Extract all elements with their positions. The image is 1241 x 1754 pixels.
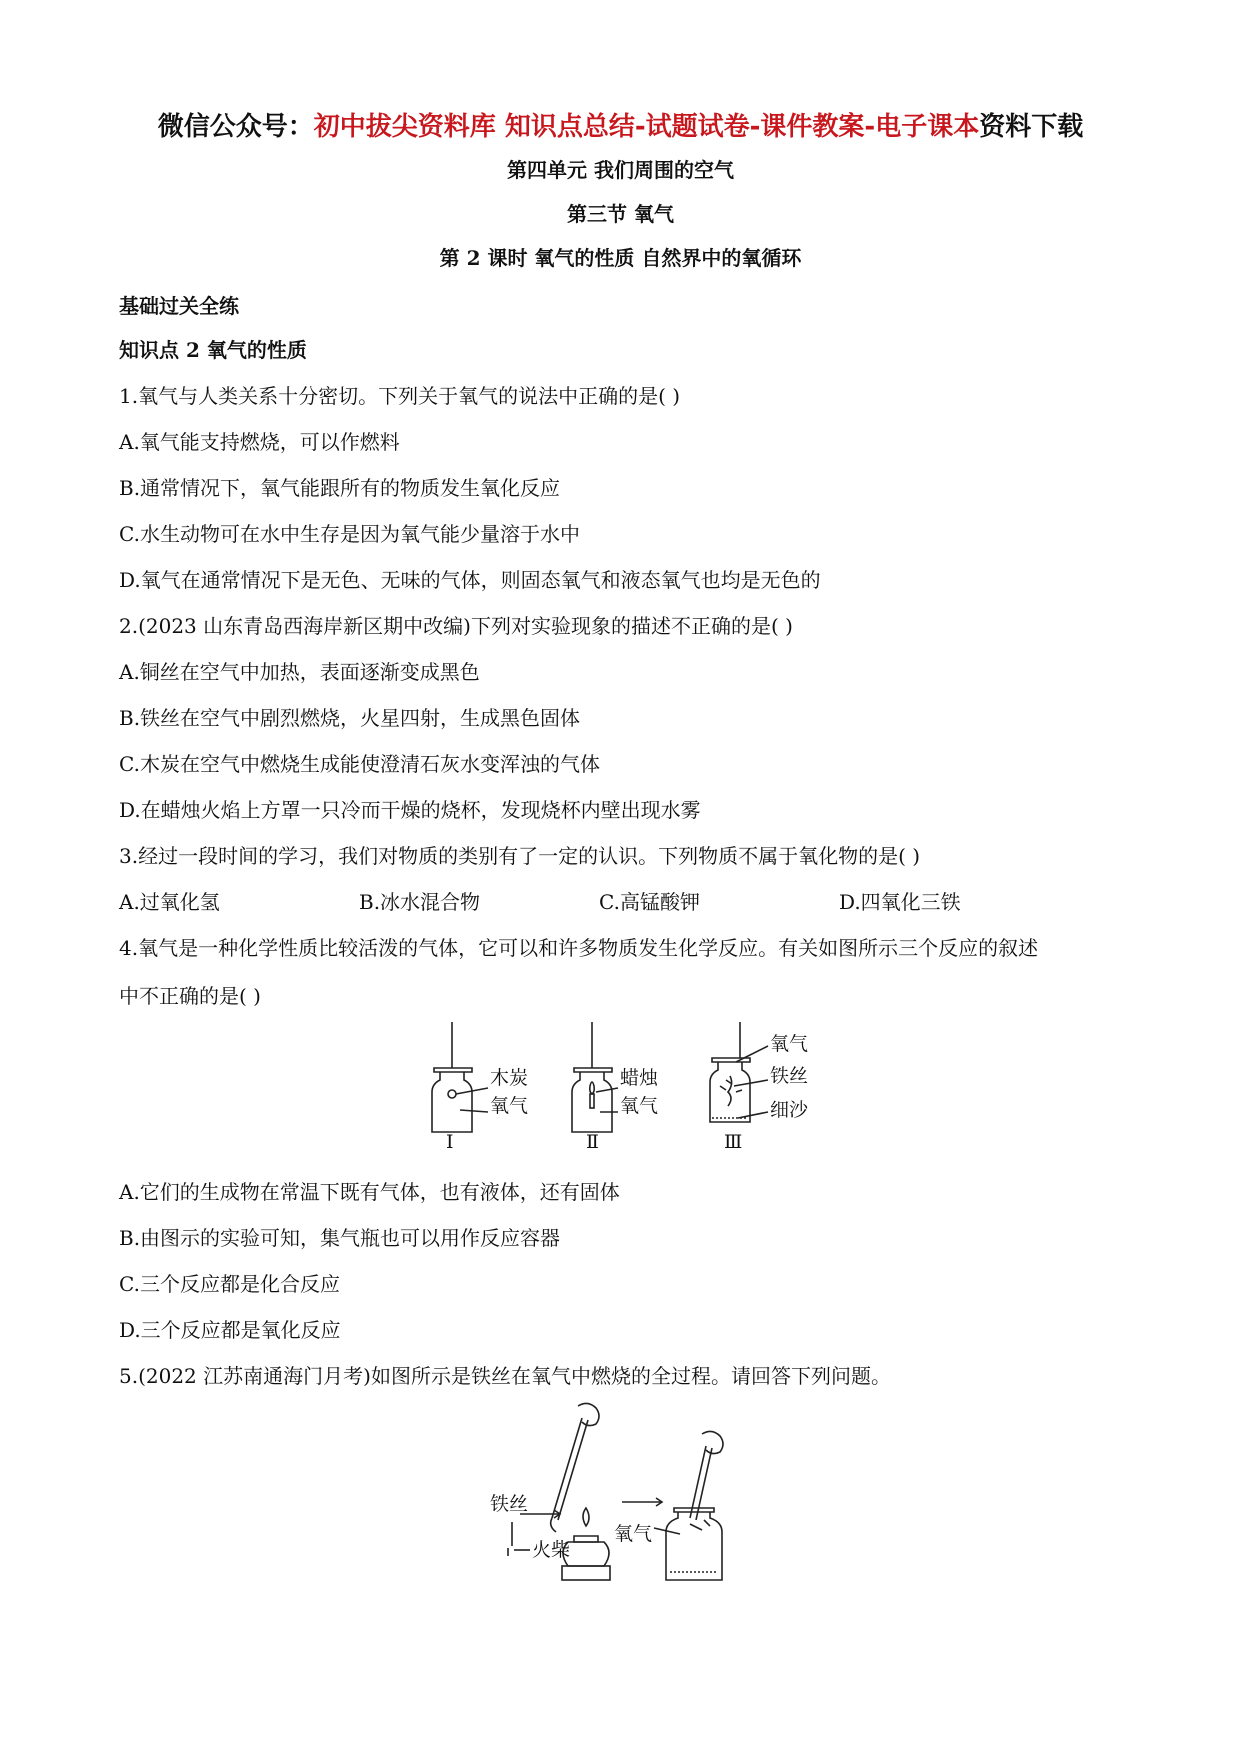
q2-option-d: D.在蜡烛火焰上方罩一只冷而干燥的烧杯，发现烧杯内壁出现水雾 <box>119 798 701 822</box>
q3-stem: 3.经过一段时间的学习，我们对物质的类别有了一定的认识。下列物质不属于氧化物的是( ) <box>119 844 921 868</box>
bottle1-label-oxygen: 氧气 <box>490 1095 529 1117</box>
label-iron-wire: 铁丝 <box>490 1493 529 1515</box>
q1-option-c: C.水生动物可在水中生存是因为氧气能少量溶于水中 <box>119 522 580 546</box>
lesson-title: 第 2 课时 氧气的性质 自然界中的氧循环 <box>439 246 802 270</box>
q5-figure-iron-wire-burning <box>490 1398 750 1588</box>
q2-option-c: C.木炭在空气中燃烧生成能使澄清石灰水变浑浊的气体 <box>119 752 600 776</box>
q3-option-b: B.冰水混合物 <box>359 890 481 914</box>
q4-option-a: A.它们的生成物在常温下既有气体，也有液体，还有固体 <box>119 1180 620 1204</box>
bottle3-label-iron-wire: 铁丝 <box>770 1065 809 1087</box>
q2-stem: 2.(2023 山东青岛西海岸新区期中改编)下列对实验现象的描述不正确的是( ) <box>119 614 793 638</box>
q1-option-a: A.氧气能支持燃烧，可以作燃料 <box>119 430 400 454</box>
q2-option-b: B.铁丝在空气中剧烈燃烧，火星四射，生成黑色固体 <box>119 706 581 730</box>
bottle1-label-charcoal: 木炭 <box>490 1067 529 1089</box>
header-prefix: 微信公众号： <box>157 112 314 142</box>
q3-option-c: C.高锰酸钾 <box>599 890 700 914</box>
q4-figure-three-bottles <box>420 1020 820 1150</box>
section-title: 第三节 氧气 <box>567 202 674 226</box>
knowledge-heading: 知识点 2 氧气的性质 <box>119 338 307 362</box>
bottle3-label-oxygen: 氧气 <box>770 1033 809 1055</box>
q2-option-a: A.铜丝在空气中加热，表面逐渐变成黑色 <box>119 660 480 684</box>
bottle2-number: Ⅱ <box>586 1131 599 1150</box>
q4-stem-line2: 中不正确的是( ) <box>119 984 261 1008</box>
header-highlight: 初中拔尖资料库 知识点总结-试题试卷-课件教案-电子课本 <box>313 112 980 142</box>
q5-stem: 5.(2022 江苏南通海门月考)如图所示是铁丝在氧气中燃烧的全过程。请回答下列问题。 <box>119 1364 891 1388</box>
header-banner <box>0 106 1241 143</box>
bottle3-number: Ⅲ <box>724 1131 743 1150</box>
practice-heading: 基础过关全练 <box>119 294 239 318</box>
unit-title: 第四单元 我们周围的空气 <box>507 158 734 182</box>
bottle2-label-oxygen: 氧气 <box>620 1095 659 1117</box>
q1-option-b: B.通常情况下，氧气能跟所有的物质发生氧化反应 <box>119 476 561 500</box>
q3-options <box>119 886 1079 915</box>
bottle1-number: Ⅰ <box>446 1131 454 1150</box>
q4-stem-line1: 4.氧气是一种化学性质比较活泼的气体，它可以和许多物质发生化学反应。有关如图所示三个反应的叙述 <box>119 936 1039 960</box>
bottle3-label-sand: 细沙 <box>770 1099 809 1121</box>
q4-option-b: B.由图示的实验可知，集气瓶也可以用作反应容器 <box>119 1226 561 1250</box>
q1-stem: 1.氧气与人类关系十分密切。下列关于氧气的说法中正确的是( ) <box>119 384 681 408</box>
q4-option-c: C.三个反应都是化合反应 <box>119 1272 340 1296</box>
label-oxygen: 氧气 <box>614 1523 653 1545</box>
q3-option-a: A.过氧化氢 <box>119 890 220 914</box>
label-match: 火柴 <box>532 1539 571 1561</box>
q3-option-d: D.四氧化三铁 <box>839 890 961 914</box>
header-suffix: 资料下载 <box>979 112 1084 142</box>
q1-option-d: D.氧气在通常情况下是无色、无味的气体，则固态氧气和液态氧气也均是无色的 <box>119 568 821 592</box>
bottle2-label-candle: 蜡烛 <box>620 1067 659 1089</box>
q4-option-d: D.三个反应都是氧化反应 <box>119 1318 341 1342</box>
